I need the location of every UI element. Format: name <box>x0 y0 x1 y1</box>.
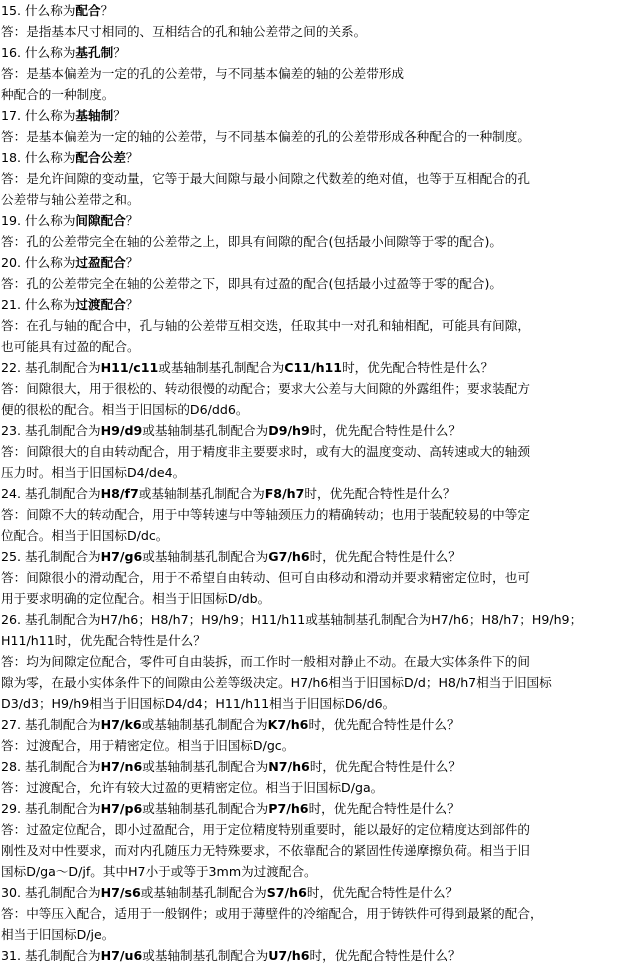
hole-basis-fit-code: H9/d9 <box>100 423 143 438</box>
fit-question-line <box>1 714 634 735</box>
question-term: 基孔制 <box>75 45 114 60</box>
answer-line <box>1 126 634 147</box>
shaft-basis-fit-code: S7/h6 <box>266 885 307 900</box>
shaft-basis-fit-code: C11/h11 <box>284 360 343 375</box>
question-term: 间隙配合 <box>75 213 126 228</box>
answer-text: 答：过渡配合，允许有较大过盈的更精密定位。相当于旧国标D/ga。 <box>1 780 384 795</box>
fit-question-middle: 或基轴制基孔制配合为 <box>158 360 285 375</box>
fit-question-middle: 或基轴制基孔制配合为 <box>138 486 265 501</box>
shaft-basis-fit-code: U7/h6 <box>268 948 310 963</box>
answer-line <box>1 588 634 609</box>
question-line <box>1 147 634 168</box>
fit-question-suffix: 时，优先配合特性是什么？ <box>342 360 494 375</box>
fit-question-prefix: 31. 基孔制配合为 <box>1 948 101 963</box>
fit-question-line <box>1 420 634 441</box>
fit-question-prefix: 28. 基孔制配合为 <box>1 759 101 774</box>
answer-line <box>1 840 634 861</box>
question-term: 基轴制 <box>75 108 114 123</box>
fit-question-middle: 或基轴制基孔制配合为 <box>142 549 269 564</box>
shaft-basis-fit-code: P7/h6 <box>268 801 309 816</box>
shaft-basis-fit-code: N7/h6 <box>268 759 310 774</box>
answer-line <box>1 462 634 483</box>
hole-basis-fit-code: H7/n6 <box>100 759 143 774</box>
answer-text: 公差带与轴公差带之和。 <box>1 192 140 207</box>
fit-question-prefix: 30. 基孔制配合为 <box>1 885 101 900</box>
question-suffix: ？ <box>100 3 114 18</box>
fit-question-middle: 或基轴制基孔制配合为 <box>141 717 268 732</box>
answer-line <box>1 273 634 294</box>
answer-text: 答：是基本偏差为一定的孔的公差带，与不同基本偏差的轴的公差带形成 <box>1 66 404 81</box>
answer-text: 隙为零，在最小实体条件下的间隙由公差等级决定。H7/h6相当于旧国标D/d；H8/h7相当于旧国标 <box>1 675 552 690</box>
fit-question-line <box>1 756 634 777</box>
fit-question-prefix: 29. 基孔制配合为 <box>1 801 101 816</box>
question-term: 配合公差 <box>75 150 126 165</box>
shaft-basis-fit-code: G7/h6 <box>268 549 310 564</box>
answer-line <box>1 504 634 525</box>
fit-question-suffix: 时，优先配合特性是什么？ <box>309 948 461 963</box>
answer-line <box>1 399 634 420</box>
answer-line <box>1 672 634 693</box>
answer-text: 答：间隙很小的滑动配合，用于不希望自由转动、但可自由移动和滑动并要求精密定位时，也可 <box>1 570 530 585</box>
question-suffix: ？ <box>125 297 139 312</box>
fit-question-suffix: 时，优先配合特性是什么？ <box>304 486 456 501</box>
answer-text: 答：孔的公差带完全在轴的公差带之下，即具有过盈的配合(包括最小过盈等于零的配合)。 <box>1 276 502 291</box>
fit-question-middle: 或基轴制基孔制配合为 <box>142 423 269 438</box>
shaft-basis-fit-code: D9/h9 <box>268 423 310 438</box>
answer-text: 答：是允许间隙的变动量，它等于最大间隙与最小间隙之代数差的绝对值，也等于互相配合的孔 <box>1 171 530 186</box>
answer-text: 答：是基本偏差为一定的轴的公差带，与不同基本偏差的孔的公差带形成各种配合的一种制度。 <box>1 129 530 144</box>
fit-question-prefix: 23. 基孔制配合为 <box>1 423 101 438</box>
question-26-text: 26. 基孔制配合为H7/h6；H8/h7；H9/h9；H11/h11或基轴制基孔制配合为H7/h6；H8/h7；H9/h9；H11/h11时，优先配合特性是什么？ <box>1 612 583 648</box>
answer-line <box>1 315 634 336</box>
answer-line <box>1 63 634 84</box>
question-prefix: 19. 什么称为 <box>1 213 76 228</box>
hole-basis-fit-code: H7/u6 <box>100 948 143 963</box>
fit-question-suffix: 时，优先配合特性是什么？ <box>309 759 461 774</box>
hole-basis-fit-code: H7/g6 <box>100 549 143 564</box>
question-line <box>1 0 634 21</box>
hole-basis-fit-code: H7/p6 <box>100 801 143 816</box>
answer-text: 国标D/ga～D/jf。其中H7小于或等于3mm为过渡配合。 <box>1 864 317 879</box>
answer-line <box>1 525 634 546</box>
answer-line <box>1 168 634 189</box>
question-term: 配合 <box>75 3 101 18</box>
answer-line <box>1 924 634 945</box>
answer-line <box>1 903 634 924</box>
question-suffix: ？ <box>125 150 139 165</box>
fit-question-suffix: 时，优先配合特性是什么？ <box>308 801 460 816</box>
fit-question-middle: 或基轴制基孔制配合为 <box>140 885 267 900</box>
answer-text: 答：间隙不大的转动配合，用于中等转速与中等轴颈压力的精确转动；也用于装配较易的中等定 <box>1 507 530 522</box>
question-suffix: ？ <box>125 213 139 228</box>
question-line <box>1 42 634 63</box>
answer-line <box>1 441 634 462</box>
hole-basis-fit-code: H7/s6 <box>100 885 141 900</box>
fit-question-line <box>1 945 634 966</box>
answer-text: 压力时。相当于旧国标D4/de4。 <box>1 465 186 480</box>
question-suffix: ？ <box>113 108 126 123</box>
answer-line <box>1 336 634 357</box>
answer-line <box>1 84 634 105</box>
fit-question-middle: 或基轴制基孔制配合为 <box>142 948 269 963</box>
answer-text: 答：均为间隙定位配合，零件可自由装拆，而工作时一般相对静止不动。在最大实体条件下的间 <box>1 654 530 669</box>
answer-line <box>1 693 634 714</box>
answer-text: 答：是指基本尺寸相同的、互相结合的孔和轴公差带之间的关系。 <box>1 24 367 39</box>
answer-text: 答：中等压入配合，适用于一般钢件；或用于薄壁件的冷缩配合，用于铸铁件可得到最紧的配合， <box>1 906 543 921</box>
shaft-basis-fit-code: K7/h6 <box>267 717 309 732</box>
answer-text: 便的很松的配合。相当于旧国标的D6/dd6。 <box>1 402 249 417</box>
fit-question-suffix: 时，优先配合特性是什么？ <box>309 423 461 438</box>
fit-question-prefix: 27. 基孔制配合为 <box>1 717 101 732</box>
answer-text: D3/d3；H9/h9相当于旧国标D4/d4；H11/h11相当于旧国标D6/d6。 <box>1 696 396 711</box>
answer-text: 答：孔的公差带完全在轴的公差带之上，即具有间隙的配合(包括最小间隙等于零的配合)。 <box>1 234 502 249</box>
question-prefix: 17. 什么称为 <box>1 108 76 123</box>
fit-question-suffix: 时，优先配合特性是什么？ <box>306 885 459 900</box>
question-line <box>1 294 634 315</box>
hole-basis-fit-code: H7/k6 <box>100 717 142 732</box>
fit-question-line <box>1 546 634 567</box>
answer-line <box>1 651 634 672</box>
answer-text: 答：过盈定位配合，即小过盈配合，用于定位精度特别重要时，能以最好的定位精度达到部件的 <box>1 822 530 837</box>
answer-text: 答：过渡配合，用于精密定位。相当于旧国标D/gc。 <box>1 738 295 753</box>
answer-text: 答：在孔与轴的配合中，孔与轴的公差带互相交迭，任取其中一对孔和轴相配，可能具有间隙， <box>1 318 530 333</box>
answer-line <box>1 231 634 252</box>
answer-line <box>1 777 634 798</box>
question-prefix: 21. 什么称为 <box>1 297 76 312</box>
answer-text: 答：间隙很大的自由转动配合，用于精度非主要要求时，或有大的温度变动、高转速或大的轴颈 <box>1 444 530 459</box>
answer-text: 种配合的一种制度。 <box>1 87 115 102</box>
fit-question-line <box>1 798 634 819</box>
hole-basis-fit-code: H11/c11 <box>100 360 159 375</box>
answer-text: 位配合。相当于旧国标D/dc。 <box>1 528 169 543</box>
question-term: 过渡配合 <box>75 297 126 312</box>
fit-question-middle: 或基轴制基孔制配合为 <box>142 801 269 816</box>
answer-line <box>1 189 634 210</box>
answer-text: 也可能具有过盈的配合。 <box>1 339 140 354</box>
answer-line <box>1 567 634 588</box>
answer-text: 答：间隙很大，用于很松的、转动很慢的动配合；要求大公差与大间隙的外露组件；要求装配方 <box>1 381 530 396</box>
question-suffix: ？ <box>125 255 139 270</box>
question-prefix: 18. 什么称为 <box>1 150 76 165</box>
question-suffix: ？ <box>113 45 126 60</box>
fit-question-line <box>1 882 634 903</box>
question-prefix: 20. 什么称为 <box>1 255 76 270</box>
question-prefix: 15. 什么称为 <box>1 3 76 18</box>
hole-basis-fit-code: H8/f7 <box>100 486 139 501</box>
answer-text: 刚性及对中性要求，而对内孔随压力无特殊要求，不依靠配合的紧固性传递摩擦负荷。相当于旧 <box>1 843 530 858</box>
question-line <box>1 252 634 273</box>
fit-question-prefix: 25. 基孔制配合为 <box>1 549 101 564</box>
question-term: 过盈配合 <box>75 255 126 270</box>
fit-question-suffix: 时，优先配合特性是什么？ <box>308 717 460 732</box>
question-line <box>1 105 634 126</box>
answer-line <box>1 735 634 756</box>
fit-question-middle: 或基轴制基孔制配合为 <box>142 759 269 774</box>
question-prefix: 16. 什么称为 <box>1 45 76 60</box>
fit-question-suffix: 时，优先配合特性是什么？ <box>309 549 461 564</box>
answer-line <box>1 861 634 882</box>
fit-question-line <box>1 483 634 504</box>
fit-question-prefix: 24. 基孔制配合为 <box>1 486 101 501</box>
question-line <box>1 210 634 231</box>
answer-text: 用于要求明确的定位配合。相当于旧国标D/db。 <box>1 591 271 606</box>
answer-line <box>1 21 634 42</box>
answer-line <box>1 378 634 399</box>
answer-line <box>1 819 634 840</box>
fit-question-line <box>1 357 634 378</box>
fit-question-prefix: 22. 基孔制配合为 <box>1 360 101 375</box>
shaft-basis-fit-code: F8/h7 <box>264 486 305 501</box>
question-26 <box>1 609 634 651</box>
answer-text: 相当于旧国标D/je。 <box>1 927 115 942</box>
